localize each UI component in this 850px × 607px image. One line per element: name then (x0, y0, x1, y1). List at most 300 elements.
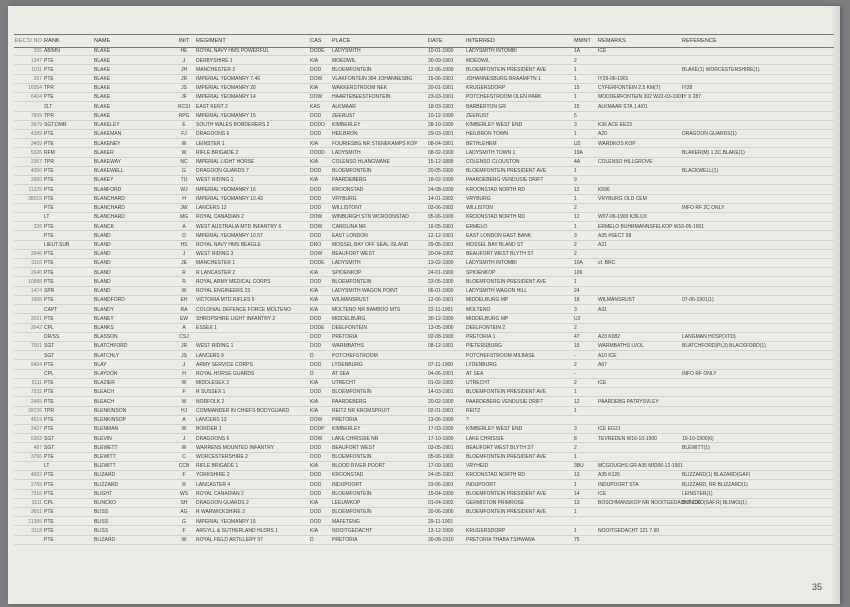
cell-remarks: A20 (598, 131, 607, 138)
cell-date: 10-01-1900 (428, 48, 454, 55)
cell-date: 17-03-1900 (428, 426, 454, 433)
cell-mmt: 3 (574, 122, 577, 129)
cell-place: LAKE CHRISSIE NR (332, 435, 379, 442)
cell-interred: KRUGERSDORP (466, 85, 506, 92)
cell-regiment: R WARWICKSHIRE 2 (196, 509, 245, 516)
cell-cas: DRO (310, 241, 322, 248)
cell-regiment: ROYAL ARMY MEDICAL CORPS (196, 278, 271, 285)
table-row (14, 333, 834, 342)
table-row (14, 305, 834, 314)
cell-rec-no: 7839 (30, 112, 42, 119)
cell-mmt: 75 (574, 536, 580, 543)
cell-regiment: ROYAL NAVY HMS BEAGLE (196, 241, 261, 248)
cell-mmt: 1 (574, 195, 577, 202)
cell-cas: KIA (310, 159, 319, 166)
cell-init: EH (180, 297, 188, 304)
cell-remarks: BOSCHMANSKOP NR NOOITGEDACHT 106 (598, 500, 701, 507)
cell-place: VLAKFONTEIN 384 JOHANNESBG (332, 76, 413, 83)
table-row (14, 324, 834, 333)
cell-init: J (182, 251, 186, 258)
cell-rank: PTE (44, 94, 54, 101)
cell-interred: EAST LONDON EAST BANK (466, 232, 532, 239)
cell-regiment: LANCASTER 4 (196, 481, 231, 488)
cell-remarks: ICE (598, 490, 607, 497)
cell-mmt: 3 (574, 232, 577, 239)
cell-date: 29-05-1901 (428, 241, 454, 248)
cell-mmt: 1 (574, 481, 577, 488)
cell-cas: KAS (310, 103, 321, 110)
cell-remarks: ICE (598, 48, 607, 55)
cell-cas: DOD (310, 334, 322, 341)
cell-date: 12-06-1900 (428, 66, 454, 73)
cell-init: W (181, 444, 187, 451)
cell-mmt: 1 (574, 389, 577, 396)
cell-name: BLAND (94, 269, 111, 276)
cell-init: TU (180, 177, 188, 184)
cell-name: BLAKEWELL (94, 168, 124, 175)
cell-date: 14-03-1901 (428, 389, 454, 396)
cell-rec-no: 38015 (28, 195, 42, 202)
cell-remarks: K596 (598, 186, 610, 193)
cell-interred: KROONSTAD NORTH RD (466, 214, 525, 221)
cell-init: HS (180, 241, 188, 248)
cell-remarks: K36 ACE EE23 (598, 122, 632, 129)
table-row (14, 139, 834, 148)
cell-mmt: 2 (574, 324, 577, 331)
cell-cas: DODD (310, 149, 325, 156)
cell-place: UTRECHT (332, 380, 356, 387)
cell-name: BLANDY (94, 306, 115, 313)
cell-rank: SGT (44, 435, 55, 442)
cell-cas: DOD (310, 343, 322, 350)
cell-rank: PTE (44, 490, 54, 497)
cell-reference: INFO RF 2C ONLY (682, 205, 725, 212)
cell-place: BLOEMFONTEIN (332, 509, 372, 516)
cell-rec-no: 3116 (31, 260, 42, 267)
cell-cas: DOD (310, 205, 322, 212)
cell-rank: PTE (44, 509, 54, 516)
cell-rec-no: 326 (33, 223, 42, 230)
cell-rank: PTE (44, 223, 54, 230)
cell-remarks: MCGOUGHS GR A35 MID06-12-1901 (598, 463, 684, 470)
cell-mmt: 4A (574, 159, 581, 166)
cell-remarks: COLENSO HILLGROVE (598, 159, 653, 166)
table-row (14, 102, 834, 111)
cell-place: POTCHEFSTROOM (332, 352, 378, 359)
table-row (14, 425, 834, 434)
cell-cas: KIA (310, 177, 319, 184)
cell-interred: BLOEMFONTEIN PRESIDENT AVE (466, 509, 547, 516)
cell-rank: PTE (44, 472, 54, 479)
cell-date: 13-05-1900 (428, 324, 454, 331)
cell-interred: BLOEMFONTEIN PRESIDENT AVE (466, 490, 547, 497)
cell-cas: DOD (310, 490, 322, 497)
cell-mmt: 1 (574, 66, 577, 73)
cell-mmt: 1 (574, 131, 577, 138)
cell-name: BLEACH (94, 398, 115, 405)
cell-init: R (182, 481, 186, 488)
cell-init: A (182, 324, 186, 331)
table-row (14, 176, 834, 185)
cell-interred: BEAUFORT WEST BLYTH ST (466, 444, 534, 451)
table-row (14, 407, 834, 416)
cell-regiment: ROYAL ENGINEERS 23 (196, 288, 251, 295)
cell-rec-no: 3651 (30, 509, 42, 516)
cell-place: KIMBERLEY (332, 426, 361, 433)
cell-rec-no: 3679 (30, 122, 42, 129)
table-row (14, 351, 834, 360)
cell-cas: DODE (310, 324, 325, 331)
cell-name: BLISS (94, 509, 109, 516)
cell-interred: LADYSMITH TOWN 1 (466, 149, 516, 156)
cell-cas: D (310, 536, 314, 543)
cell-init: WS (179, 490, 189, 497)
cell-interred: PRETORIA 1 (466, 334, 496, 341)
cell-init: A (182, 223, 186, 230)
cell-interred: BETHLEHEM (466, 140, 497, 147)
cell-date: 13-12-1900 (428, 527, 454, 534)
cell-place: LADYSMITH (332, 260, 361, 267)
cell-remarks: A21 (598, 241, 607, 248)
cell-init: RA (180, 306, 188, 313)
cell-mmt: 3 (574, 426, 577, 433)
cell-rec-no: 3946 (30, 251, 42, 258)
cell-regiment: LANCERS 13 (196, 417, 227, 424)
cell-reference: 10-10-1900(6) (682, 435, 714, 442)
cell-date: 20-02-1900 (428, 398, 454, 405)
cell-rank: PTE (44, 426, 54, 433)
cell-name: BLAND (94, 278, 111, 285)
table-row (14, 342, 834, 351)
cell-reference: BLATCHFORD(PL3) BLACKFORD(1) (682, 343, 766, 350)
header-place: PLACE (332, 37, 351, 44)
cell-init: HE (180, 48, 188, 55)
cell-remarks: ICE (598, 380, 607, 387)
cell-init: JS (181, 352, 187, 359)
table-row (14, 222, 834, 231)
cell-rec-no: 3042 (30, 324, 42, 331)
cell-init: W (181, 140, 187, 147)
table-row (14, 56, 834, 65)
cell-remarks: PAARDEBG PATRYSVLEY (598, 398, 659, 405)
cell-mmt: 15 (574, 103, 580, 110)
cell-place: BLOOD RIVER POORT (332, 463, 386, 470)
cell-remarks: A31 (598, 306, 607, 313)
cell-reference: INFO RF ONLY (682, 371, 717, 378)
cell-place: LYDENBURG (332, 361, 363, 368)
cell-name: BLEWITT (94, 454, 116, 461)
table-row (14, 379, 834, 388)
table-row (14, 259, 834, 268)
cell-cas: D (310, 352, 314, 359)
cell-cas: DOD (310, 315, 322, 322)
cell-regiment: WARRENS MOUNTED INFANTRY (196, 444, 275, 451)
cell-date: 16-05-1901 (428, 223, 454, 230)
cell-rank: PTE (44, 361, 54, 368)
cell-interred: MOLTENO (466, 306, 491, 313)
cell-rank: SGT.DMR (44, 122, 67, 129)
cell-name: BLINCKO (94, 500, 116, 507)
cell-rank: PTE (44, 57, 54, 64)
cell-rec-no: 5404 (30, 361, 42, 368)
table-row (14, 93, 834, 102)
cell-place: BLOEMFONTEIN (332, 278, 372, 285)
cell-rank: TPR (44, 85, 54, 92)
cell-regiment: COLONIAL DEFENCE FORCE MOLTENO (196, 306, 292, 313)
cell-regiment: IMPERIAL YEOMANRY 14 (196, 94, 256, 101)
cell-date: 15-12-1899 (428, 159, 454, 166)
cell-mmt: 18 (574, 297, 580, 304)
table-row (14, 75, 834, 84)
cell-name: BLENKINSON (94, 407, 127, 414)
cell-place: BEAUFORT WEST (332, 251, 375, 258)
cell-init: H (182, 195, 186, 202)
cell-interred: ? (466, 417, 469, 424)
header-init: INIT (178, 37, 190, 44)
cell-regiment: WEST RIDING 1 (196, 343, 234, 350)
cell-remarks: NOOITGEDACHT 121 7.90 (598, 527, 660, 534)
cell-place: KIMBERLEY (332, 122, 361, 129)
cell-rec-no: 1347 (30, 57, 42, 64)
cell-date: 24-05-1901 (428, 472, 454, 479)
cell-rec-no: 1474 (30, 288, 42, 295)
cell-mmt: 19A (574, 149, 583, 156)
cell-init: NC (180, 159, 188, 166)
cell-cas: DOD (310, 232, 322, 239)
cell-remarks: ALKMAAR STA 1.4/01 (598, 103, 648, 110)
cell-name: BLAZIER (94, 380, 115, 387)
cell-date: 23-03-1901 (428, 94, 454, 101)
cell-remarks: A10 ICE (598, 352, 617, 359)
cell-cas: DOD (310, 518, 322, 525)
cell-regiment: DRAGOONS 6 (196, 435, 230, 442)
cell-interred: POTCHEFSTROOM MILBASE (466, 352, 535, 359)
cell-interred: BLOEMFONTEIN PRESIDENT AVE (466, 66, 547, 73)
cell-init: R (182, 278, 186, 285)
cell-place: WILMANSRUST (332, 297, 369, 304)
cell-place: BLOEMFONTEIN (332, 454, 372, 461)
cell-rank: SGT (44, 343, 55, 350)
cell-mmt: 1 (574, 76, 577, 83)
cell-rec-no: 4389 (30, 131, 42, 138)
cell-place: WINBURGH STN WCROONSTAD (332, 214, 409, 221)
cell-name: BLAYDON (94, 371, 118, 378)
cell-rank: PTE (44, 177, 54, 184)
cell-place: BLOEMFONTEIN (332, 389, 372, 396)
cell-init: G (182, 518, 186, 525)
cell-reference: BLAKER(M) 1.3C.BLAKE(1) (682, 149, 745, 156)
cell-regiment: VICTORIA MTD RIFLES 5 (196, 297, 255, 304)
cell-rank: LT (44, 463, 50, 470)
cell-cas: KIA (310, 85, 319, 92)
cell-date: 07-11-1900 (428, 361, 454, 368)
cell-reference: BLACKWELL(1) (682, 168, 719, 175)
cell-date: 10-12-1900 (428, 112, 454, 119)
table-row (14, 158, 834, 167)
cell-place: SPIOENKOP (332, 269, 362, 276)
cell-init: D (182, 232, 186, 239)
cell-name: BLAKEMAN (94, 131, 122, 138)
cell-rec-no: 5326 (30, 149, 42, 156)
cell-cas: DOD (310, 66, 322, 73)
cell-interred: BARBERTON GR (466, 103, 506, 110)
table-row (14, 490, 834, 499)
cell-name: BLAND (94, 251, 111, 258)
cell-date: 08-12-1901 (428, 343, 454, 350)
cell-remarks: VRYBURG OLD CEM (598, 195, 647, 202)
cell-mmt: 1A (574, 48, 581, 55)
cell-remarks: IY29-06-1901 (598, 76, 629, 83)
table-row (14, 277, 834, 286)
cell-rec-no: 257 (33, 76, 42, 83)
cell-mmt: U2 (574, 315, 581, 322)
cell-regiment: EAST KENT 2 (196, 103, 228, 110)
cell-regiment: ROYAL CANADIAN 2 (196, 490, 244, 497)
cell-interred: KROONSTAD NORTH RD (466, 472, 525, 479)
cell-place: KROONSTAD (332, 186, 364, 193)
cell-init: W (181, 398, 187, 405)
header-remarks: REMARKS (598, 37, 626, 44)
table-row (14, 185, 834, 194)
cell-mmt: 3BU (574, 463, 584, 470)
cell-date: 22-11-1901 (428, 306, 454, 313)
cell-name: BLIZARD (94, 472, 116, 479)
cell-rec-no: 28726 (28, 407, 42, 414)
cell-place: LADYSMITH (332, 149, 361, 156)
cell-name: BLAKE (94, 103, 111, 110)
cell-regiment: ROYAL HORSE GUARDS (196, 371, 255, 378)
cell-date: 06-01-1900 (428, 288, 454, 295)
cell-rec-no: 6404 (30, 94, 42, 101)
cell-rank: CPL (44, 324, 54, 331)
cell-init: MG (179, 214, 189, 221)
cell-rec-no: 3367 (30, 159, 42, 166)
cell-date: 20-01-1901 (428, 85, 454, 92)
cell-interred: PAARDEBERG VENDUSIE DRIFT (466, 398, 544, 405)
cell-place: AT SEA (332, 371, 350, 378)
cell-cas: DOW (310, 76, 323, 83)
cell-mmt: 47 (574, 334, 580, 341)
cell-rank: TPR (44, 407, 54, 414)
cell-name: BLEWITT (94, 463, 116, 470)
table-row (14, 388, 834, 397)
table-row (14, 370, 834, 379)
table-row (14, 536, 834, 545)
cell-rec-no: 3118 (31, 527, 42, 534)
cell-name: BLAKE (94, 112, 111, 119)
cell-rank: PTE (44, 389, 54, 396)
cell-date: 30-12-1900 (428, 315, 454, 322)
cell-rec-no: 16354 (28, 85, 42, 92)
cell-rec-no: 255 (33, 48, 42, 55)
cell-mmt: 12 (574, 186, 580, 193)
cell-date: 18-03-1901 (428, 103, 454, 110)
table-row (14, 204, 834, 213)
cell-name: BLAKEY (94, 177, 114, 184)
cell-rank: PTE (44, 195, 54, 202)
cell-cas: KIA (310, 398, 319, 405)
cell-rec-no: 11325 (28, 186, 42, 193)
table-row (14, 84, 834, 93)
cell-place: LEEUWKOP (332, 500, 361, 507)
cell-place: PRETORIA (332, 334, 358, 341)
cell-name: BLAKE (94, 94, 111, 101)
table-row (14, 121, 834, 130)
cell-interred: LADYSMITH WAGON HILL (466, 288, 528, 295)
table-row (14, 360, 834, 369)
cell-regiment: IMPERIAL YEOMANRY 15 (196, 112, 256, 119)
header-mmt: MMNT (574, 37, 591, 44)
cell-cas: KIA (310, 500, 319, 507)
cell-init: JE (181, 260, 187, 267)
cell-name: BLANEY (94, 315, 114, 322)
cell-init: CCB (178, 463, 190, 470)
table-row (14, 462, 834, 471)
cell-rank: PTE (44, 398, 54, 405)
cell-rank: 2LT (44, 103, 53, 110)
cell-rank: PTE (44, 66, 54, 73)
cell-init: J (182, 435, 186, 442)
cell-name: BLENMAN (94, 426, 119, 433)
cell-cas: DOD (310, 481, 322, 488)
cell-mmt: 1 (574, 454, 577, 461)
cell-regiment: IMPERIAL YEOMANRY 10.57 (196, 232, 263, 239)
cell-init: JS (181, 85, 187, 92)
table-row (14, 453, 834, 462)
table-row (14, 443, 834, 452)
cell-regiment: WEST RIDING 1 (196, 177, 234, 184)
cell-regiment: IMPERIAL LIGHT HORSE (196, 159, 255, 166)
cell-interred: LYDENBURG (466, 361, 497, 368)
cell-remarks: ERMELO BUHRMANNSFELKOP W16-05-1901 (598, 223, 705, 230)
cell-init: JR (180, 76, 188, 83)
cell-name: BLIZARD (94, 536, 116, 543)
cell-place: MIDDELBURG (332, 315, 366, 322)
cell-date: 04-06-1901 (428, 371, 454, 378)
cell-name: BLAKER (94, 149, 114, 156)
cell-cas: DOD (310, 454, 322, 461)
cell-rank: PTE (44, 251, 54, 258)
cell-rec-no: 2465 (30, 398, 42, 405)
cell-cas: KIA (310, 269, 319, 276)
cell-regiment: ROYAL CANADIAN 2 (196, 214, 244, 221)
cell-interred: GERMISTON PRIMROSE (466, 500, 525, 507)
cell-rank: RFM (44, 149, 55, 156)
cell-regiment: RIFLE BRIGADE 1 (196, 463, 239, 470)
cell-place: PRETORIA (332, 536, 358, 543)
cell-mmt: 13 (574, 472, 580, 479)
cell-regiment: IMPERIAL YEOMANRY 16 (196, 186, 256, 193)
cell-date: 30-08-1910 (428, 536, 454, 543)
table-row (14, 167, 834, 176)
cell-mmt: 15 (574, 85, 580, 92)
cell-place: BLOEMFONTEIN (332, 490, 372, 497)
cell-regiment: DRAGOONS 6 (196, 131, 230, 138)
cell-reference: BLINCKO(SAF.R) BLINKS(1) (682, 500, 747, 507)
cell-cas: KIA (310, 407, 319, 414)
cell-name: BLISS (94, 527, 109, 534)
cell-place: EAST LONDON (332, 232, 368, 239)
cell-regiment: DRAGOON GUARDS 7 (196, 168, 249, 175)
cell-place: PAARDEBERG (332, 177, 367, 184)
page-number: 35 (811, 582, 822, 592)
cell-remarks: MODDERFONTEIN 302 W22-03-1901 (598, 94, 684, 101)
cell-interred: COLENSO CLOUSTON (466, 159, 520, 166)
header-rec-no: REC'D NO (14, 37, 42, 44)
cell-cas: DOD (310, 186, 322, 193)
cell-cas: KIA (310, 306, 319, 313)
table-row (14, 65, 834, 74)
